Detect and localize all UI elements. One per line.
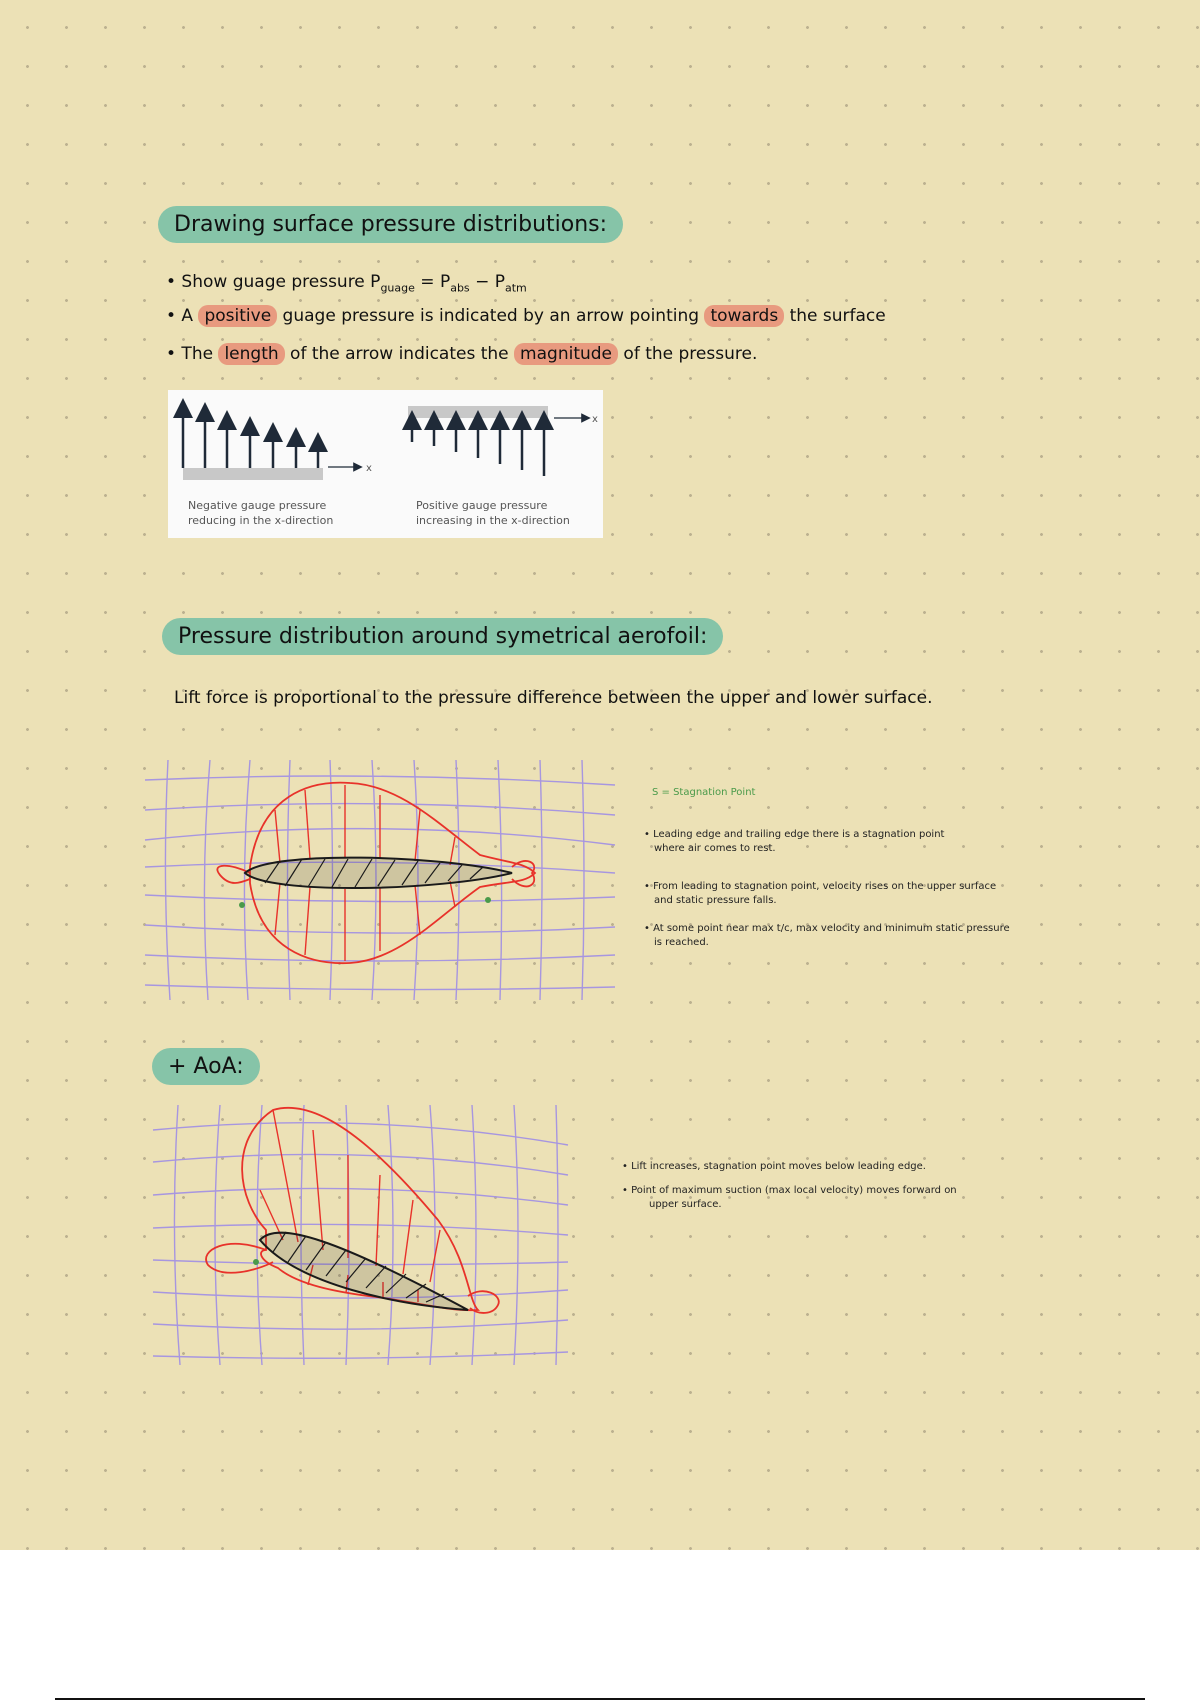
aoa-aerofoil-diagram <box>148 1100 588 1370</box>
bullet-text: = P <box>414 272 451 292</box>
bullet-text: the surface <box>784 306 886 326</box>
bullet-text: • The <box>166 344 219 364</box>
stagnation-point-leading <box>239 902 245 908</box>
highlight-magnitude: magnitude <box>514 343 618 365</box>
note-line: • Leading edge and trailing edge there is a stagnation point <box>644 829 945 840</box>
bullet-text: of the pressure. <box>618 344 758 364</box>
symmetrical-aerofoil-diagram <box>140 755 620 1005</box>
note-stagnation-edges <box>644 828 944 856</box>
subscript: atm <box>504 281 527 295</box>
note-line: • From leading to stagnation point, velocity rises on the upper surface <box>644 881 997 892</box>
caption-line: Positive gauge pressure <box>416 499 548 512</box>
caption-line: Negative gauge pressure <box>188 499 327 512</box>
subscript: abs <box>450 281 470 295</box>
bullet-text: • A <box>166 306 199 326</box>
note-line: • At some point near max t/c, max velocity and minimum static pressure <box>644 923 1010 934</box>
highlight-length: length <box>218 343 284 365</box>
bullet-text: • Show guage pressure P <box>166 272 381 292</box>
bullet-positive-pressure <box>166 306 886 326</box>
note-line: • Point of maximum suction (max local velocity) moves forward on <box>622 1185 957 1196</box>
note-line: where air comes to rest. <box>654 843 776 854</box>
bullet-text: guage pressure is indicated by an arrow pointing <box>277 306 705 326</box>
gauge-pressure-figure <box>168 390 603 538</box>
caption-negative <box>188 498 333 528</box>
section-title-surface-pressure: Drawing surface pressure distributions: <box>158 206 623 243</box>
lift-statement: Lift force is proportional to the pressure difference between the upper and lower surface. <box>174 688 933 708</box>
x-axis-label-left: x <box>366 463 372 474</box>
caption-line: increasing in the x-direction <box>416 514 570 527</box>
section-title-aoa: + AoA: <box>152 1048 260 1085</box>
bullet-text: − P <box>469 272 505 292</box>
note-lift-increases <box>622 1160 926 1174</box>
note-line: and static pressure falls. <box>654 895 777 906</box>
note-line: upper surface. <box>649 1199 722 1210</box>
section-title-symmetrical-aerofoil: Pressure distribution around symetrical aerofoil: <box>162 618 723 655</box>
caption-positive <box>416 498 570 528</box>
x-axis-label-right: x <box>592 414 598 425</box>
flow-grid <box>153 1105 568 1365</box>
surface-bar-right <box>408 406 548 418</box>
note-line: is reached. <box>654 937 709 948</box>
note-max-suction <box>622 1184 957 1212</box>
note-max-velocity <box>644 922 1010 950</box>
bullet-arrow-length <box>166 344 757 364</box>
note-velocity-rises <box>644 880 996 908</box>
stagnation-legend: S = Stagnation Point <box>652 787 756 798</box>
highlight-towards: towards <box>704 305 784 327</box>
bullet-gauge-pressure <box>166 272 527 294</box>
stagnation-point-moved <box>253 1259 259 1265</box>
highlight-positive: positive <box>198 305 277 327</box>
stagnation-point-trailing <box>485 897 491 903</box>
aerofoil-symmetric <box>245 858 512 888</box>
caption-line: reducing in the x-direction <box>188 514 334 527</box>
note-line: • Lift increases, stagnation point moves below leading edge. <box>622 1161 926 1172</box>
subscript: guage <box>380 281 415 295</box>
surface-bar-left <box>183 468 323 480</box>
bullet-text: of the arrow indicates the <box>284 344 515 364</box>
